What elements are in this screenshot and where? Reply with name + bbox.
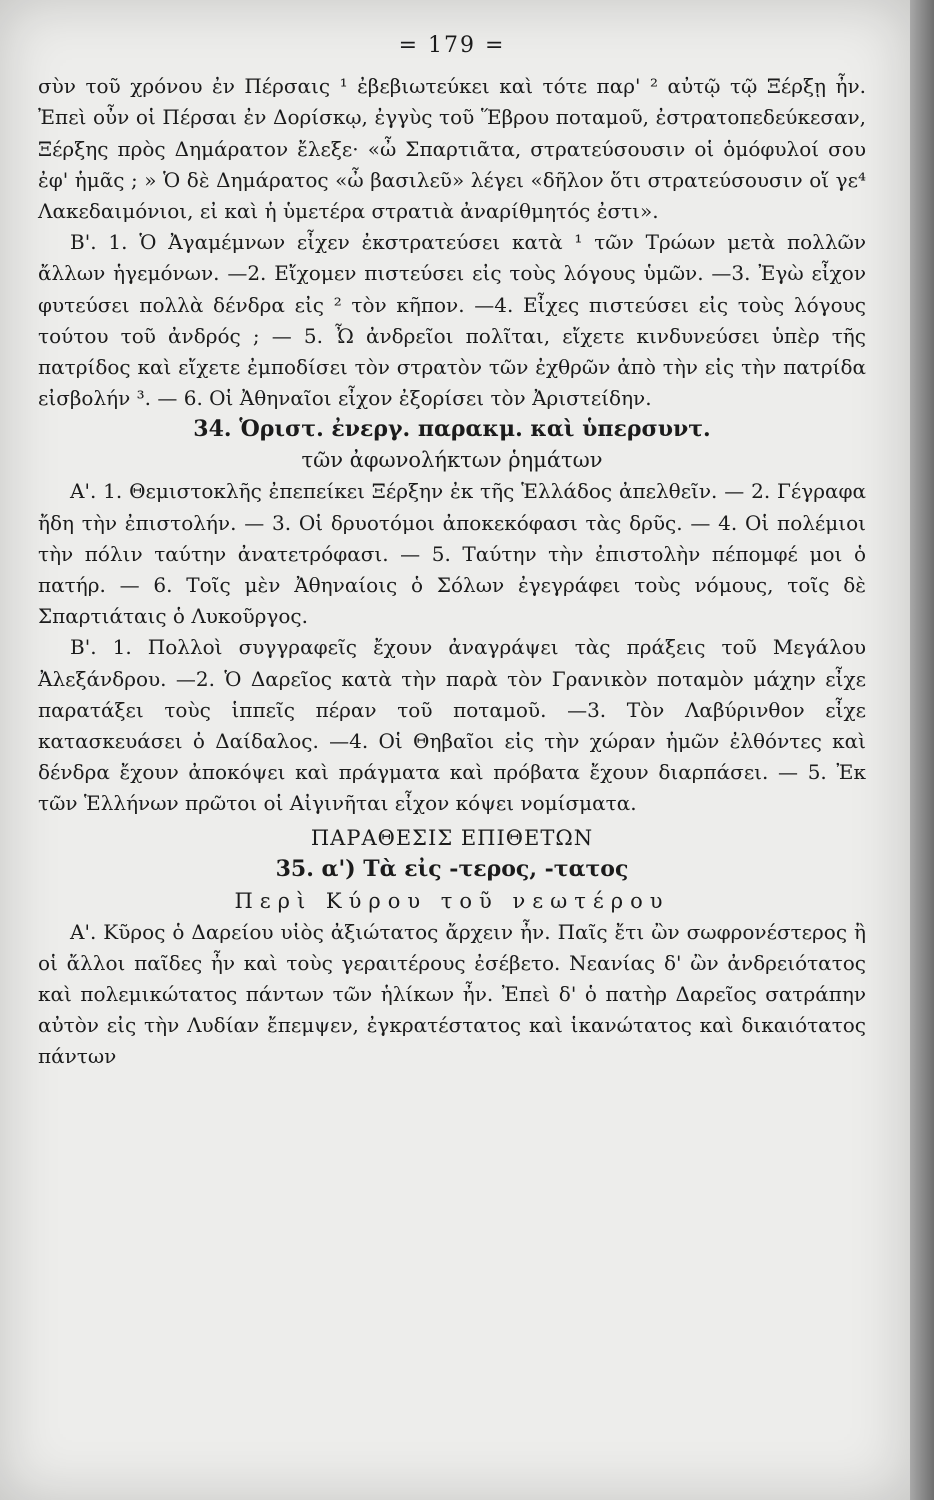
section-35-subtitle: Περὶ Κύρου τοῦ νεωτέρου — [234, 888, 670, 913]
section-34-paragraph-b: Β'. 1. Πολλοὶ συγγραφεῖς ἔχουν ἀναγράψει τὰς πράξεις τοῦ Μεγάλου Ἀλεξάνδρου. —2. Ὁ Δαρεῖος κατὰ τὴν παρὰ τὸν Γρανικὸν ποταμὸν μάχην εἶχε παρατάξει τοὺς ἱππεῖς πέραν τοῦ ποταμοῦ. —3. Τὸν Λαβύρινθον εἶχε κατασκευάσει ὁ Δαίδαλος. —4. Οἱ Θηβαῖοι εἰς τὴν χώραν ἡμῶν ἐλθόντες καὶ δένδρα ἔχουν ἀποκόψει καὶ πράγματα καὶ πρόβατα ἔχουν διαρπάσει. — 5. Ἐκ τῶν Ἑλλήνων πρῶτοι οἱ Αἰγινῆται εἶχον κόψει νομίσματα. — [38, 635, 866, 816]
section-34-paragraph-a: Α'. 1. Θεμιστοκλῆς ἐπεπείκει Ξέρξην ἐκ τῆς Ἑλλάδος ἀπελθεῖν. — 2. Γέγραφα ἤδη τὴν ἐπιστολήν. — 3. Οἱ δρυοτόμοι ἀποκεκόφασι τὰς δρῦς. — 4. Οἱ πολέμιοι τὴν πόλιν ταύτην ἀνατετρόφασι. — 5. Ταύτην τὴν ἐπιστολὴν πέπομφέ μοι ὁ πατήρ. — 6. Τοῖς μὲν Ἀθηναίοις ὁ Σόλων ἐγεγράφει τοὺς νόμους, τοῖς δὲ Σπαρτιάταις ὁ Λυκοῦργος. — [38, 479, 866, 629]
section-title: ΠΑΡΑΘΕΣΙΣ ΕΠΙΘΕΤΩΝ — [310, 825, 594, 850]
section-35-paragraph-a: Α'. Κῦρος ὁ Δαρείου υἱὸς ἀξιώτατος ἄρχειν ἦν. Παῖς ἔτι ὢν σωφρονέστερος ἢ οἱ ἄλλοι παῖδες ἦν καὶ τοὺς γεραιτέρους ἐσέβετο. Νεανίας δ' ὢν ἀνδρειότατος καὶ πολεμικώτατος πάντων τῶν ἡλίκων ἦν. Ἐπεὶ δ' ὁ πατὴρ Δαρεῖος σατράπην αὐτὸν εἰς τὴν Λυδίαν ἔπεμψεν, ἐγκρατέστατος καὶ ἱκανώτατος καὶ δικαιότατος πάντων — [38, 919, 866, 1069]
page-number: = 179 = — [398, 33, 506, 58]
section-35-heading: 35. α') Τὰ εἰς -τερος, -τατος — [275, 855, 629, 882]
paragraph-b-exercises: Β'. 1. Ὁ Ἀγαμέμνων εἶχεν ἐκστρατεύσει κατὰ ¹ τῶν Τρώων μετὰ πολλῶν ἄλλων ἡγεμόνων. —2. Εἴχομεν πιστεύσει εἰς τοὺς λόγους ὑμῶν. —3. Ἐγὼ εἶχον φυτεύσει πολλὰ δένδρα εἰς ² τὸν κῆπον. —4. Εἶχες πιστεύσει εἰς τοὺς λόγους τούτου τοῦ ἀνδρός ; — 5. Ὦ ἀνδρεῖοι πολῖται, εἴχετε κινδυνεύσει ὑπὲρ τῆς πατρίδος καὶ εἴχετε ἐμποδίσει τὸν στρατὸν τῶν ἐχθρῶν ἀπὸ τὴν εἰς τὴν πατρίδα εἰσβολήν ³. — 6. Οἱ Ἀθηναῖοι εἶχον ἐξορίσει τὸν Ἀριστείδην. — [38, 230, 866, 411]
book-binding — [910, 0, 934, 1500]
page-content — [38, 30, 866, 1073]
section-34-heading: 34. Ὁριστ. ἐνεργ. παρακμ. καὶ ὑπερσυντ. — [193, 416, 711, 443]
paragraph-intro: σὺν τοῦ χρόνου ἐν Πέρσαις ¹ ἐβεβιωτεύκει καὶ τότε παρ' ² αὐτῷ τῷ Ξέρξῃ ἦν. Ἐπεὶ οὖν οἱ Πέρσαι ἐν Δορίσκῳ, ἐγγὺς τοῦ Ἕβρου ποταμοῦ, ἐστρατοπεδεύκεσαν, Ξέρξης πρὸς Δημάρατον ἔλεξε· «ὦ Σπαρτιᾶτα, στρατεύσουσιν οἱ ὁμόφυλοί σου ἐφ' ἡμᾶς ; » Ὁ δὲ Δημάρατος «ὦ βασιλεῦ» λέγει «δῆλον ὅτι στρατεύσουσιν οἵ γε⁴ Λακεδαιμόνιοι, εἰ καὶ ἡ ὑμετέρα στρατιὰ ἀναρίθμητός ἐστι». — [38, 74, 866, 224]
section-34-subheading: τῶν ἀφωνολήκτων ῥημάτων — [301, 448, 603, 473]
